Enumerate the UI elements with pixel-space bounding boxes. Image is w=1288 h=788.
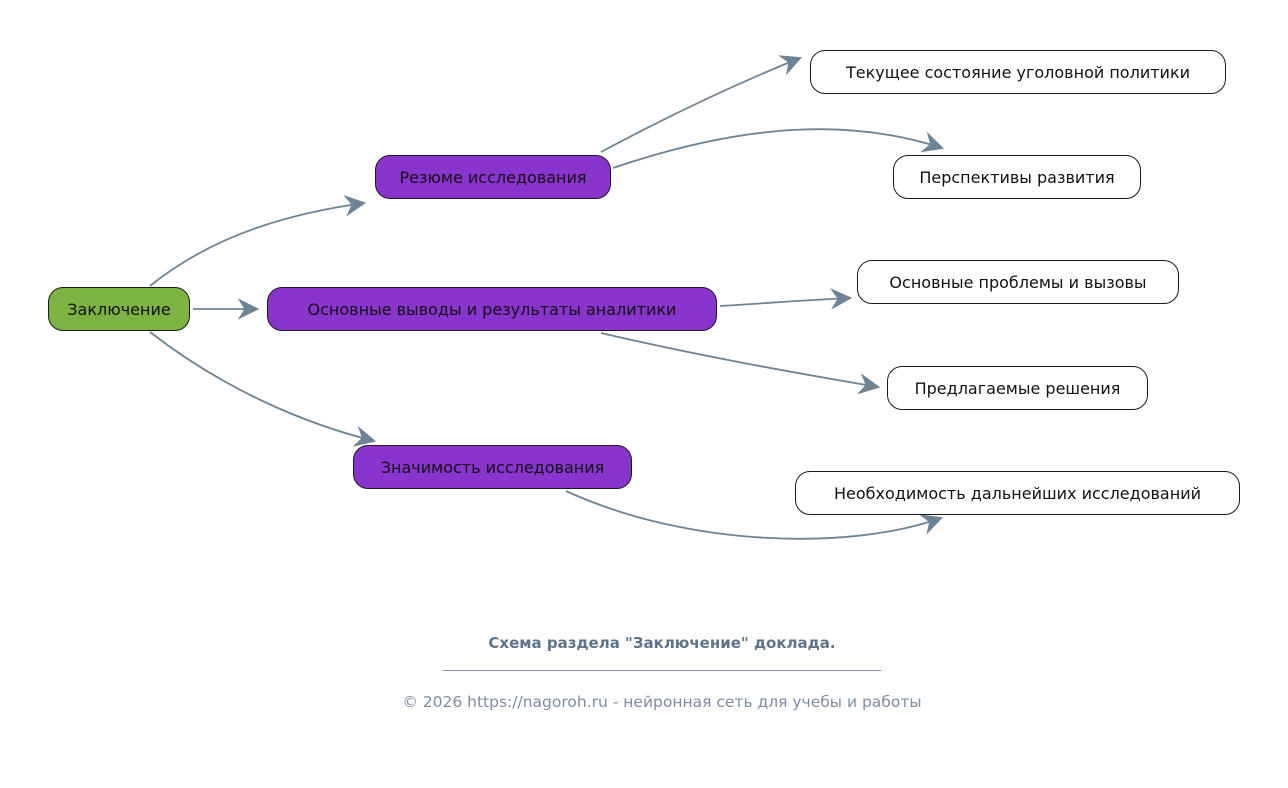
edge-findings-problems xyxy=(720,298,850,306)
edge-summary-prospects xyxy=(613,129,942,168)
edge-summary-current-state xyxy=(601,58,800,152)
edge-root-summary xyxy=(150,203,364,286)
edge-findings-solutions xyxy=(601,333,878,387)
node-further-research: Необходимость дальнейших исследований xyxy=(795,471,1240,515)
node-solutions: Предлагаемые решения xyxy=(887,366,1148,410)
node-summary: Резюме исследования xyxy=(375,155,611,199)
node-findings: Основные выводы и результаты аналитики xyxy=(267,287,717,331)
diagram-caption: Схема раздела "Заключение" доклада. xyxy=(488,634,836,652)
node-root: Заключение xyxy=(48,287,190,331)
footer-divider xyxy=(443,670,881,671)
edge-root-significance xyxy=(150,332,374,441)
node-significance: Значимость исследования xyxy=(353,445,632,489)
node-current-state: Текущее состояние уголовной политики xyxy=(810,50,1226,94)
copyright-text: © 2026 https://nagoroh.ru - нейронная сеть для учебы и работы xyxy=(402,693,922,711)
node-problems: Основные проблемы и вызовы xyxy=(857,260,1179,304)
node-prospects: Перспективы развития xyxy=(893,155,1141,199)
